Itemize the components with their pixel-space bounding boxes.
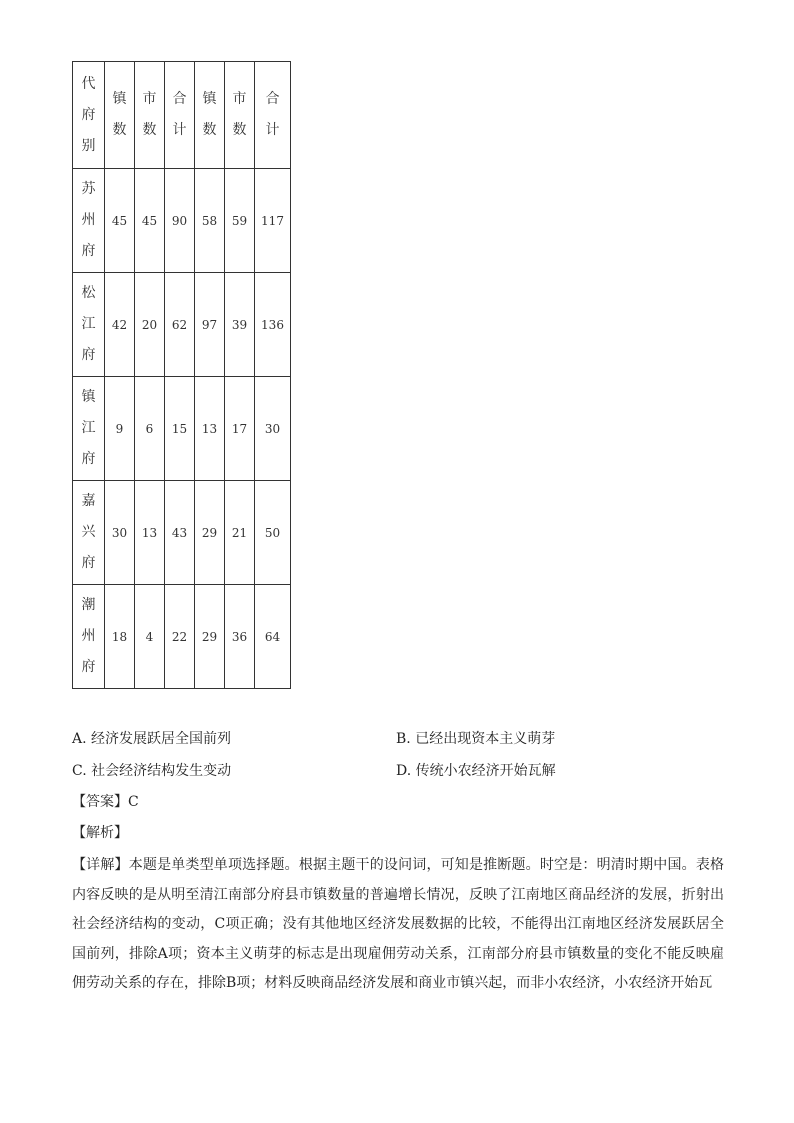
- table-row: [73, 273, 291, 377]
- value-cell: 20: [135, 273, 165, 377]
- value-cell: 36: [225, 585, 255, 689]
- market-town-table: [72, 61, 291, 689]
- value-cell: 45: [105, 169, 135, 273]
- value-cell: 39: [225, 273, 255, 377]
- value-cell: 58: [195, 169, 225, 273]
- header-cell: 镇数: [195, 62, 225, 169]
- prefecture-cell: 松江府: [73, 273, 105, 377]
- value-cell: 45: [135, 169, 165, 273]
- value-cell: 50: [255, 481, 291, 585]
- table-header-row: [73, 62, 291, 169]
- value-cell: 30: [255, 377, 291, 481]
- header-cell: 市数: [225, 62, 255, 169]
- value-cell: 18: [105, 585, 135, 689]
- header-cell: 合计: [255, 62, 291, 169]
- value-cell: 90: [165, 169, 195, 273]
- value-cell: 29: [195, 585, 225, 689]
- value-cell: 97: [195, 273, 225, 377]
- value-cell: 6: [135, 377, 165, 481]
- header-cell: 代府别: [73, 62, 105, 169]
- analysis-label: 【解析】: [72, 825, 128, 841]
- value-cell: 15: [165, 377, 195, 481]
- value-cell: 59: [225, 169, 255, 273]
- value-cell: 117: [255, 169, 291, 273]
- value-cell: 29: [195, 481, 225, 585]
- value-cell: 62: [165, 273, 195, 377]
- detail-paragraph: 【详解】本题是单类型单项选择题。根据主题干的设问词，可知是推断题。时空是：明清时期中国。表格内容反映的是从明至清江南部分府县市镇数量的普遍增长情况，反映了江南地区商品经济的发展，折射出社会经济结构的变动，C项正确；没有其他地区经济发展数据的比较，不能得出江南地区经济发展跃居全国前列，排除A项；资本主义萌芽的标志是出现雇佣劳动关系，江南部分府县市镇数量的变化不能反映雇佣劳动关系的存在，排除B项；材料反映商品经济发展和商业市镇兴起，而非小农经济，小农经济开始瓦: [72, 857, 724, 991]
- header-cell: 镇数: [105, 62, 135, 169]
- value-cell: 4: [135, 585, 165, 689]
- value-cell: 136: [255, 273, 291, 377]
- header-cell: 合计: [165, 62, 195, 169]
- value-cell: 43: [165, 481, 195, 585]
- value-cell: 9: [105, 377, 135, 481]
- prefecture-cell: 苏州府: [73, 169, 105, 273]
- header-cell: 市数: [135, 62, 165, 169]
- option-d: D. 传统小农经济开始瓦解: [396, 763, 556, 779]
- value-cell: 22: [165, 585, 195, 689]
- answer-line: 【答案】C: [72, 794, 139, 810]
- value-cell: 64: [255, 585, 291, 689]
- option-c: C. 社会经济结构发生变动: [72, 763, 232, 779]
- value-cell: 17: [225, 377, 255, 481]
- prefecture-cell: 镇江府: [73, 377, 105, 481]
- value-cell: 30: [105, 481, 135, 585]
- table-row: [73, 377, 291, 481]
- value-cell: 21: [225, 481, 255, 585]
- value-cell: 13: [195, 377, 225, 481]
- prefecture-cell: 潮州府: [73, 585, 105, 689]
- option-a: A. 经济发展跃居全国前列: [72, 731, 232, 747]
- table-row: [73, 169, 291, 273]
- table-row: [73, 585, 291, 689]
- value-cell: 13: [135, 481, 165, 585]
- value-cell: 42: [105, 273, 135, 377]
- option-b: B. 已经出现资本主义萌芽: [396, 731, 556, 747]
- prefecture-cell: 嘉兴府: [73, 481, 105, 585]
- table-row: [73, 481, 291, 585]
